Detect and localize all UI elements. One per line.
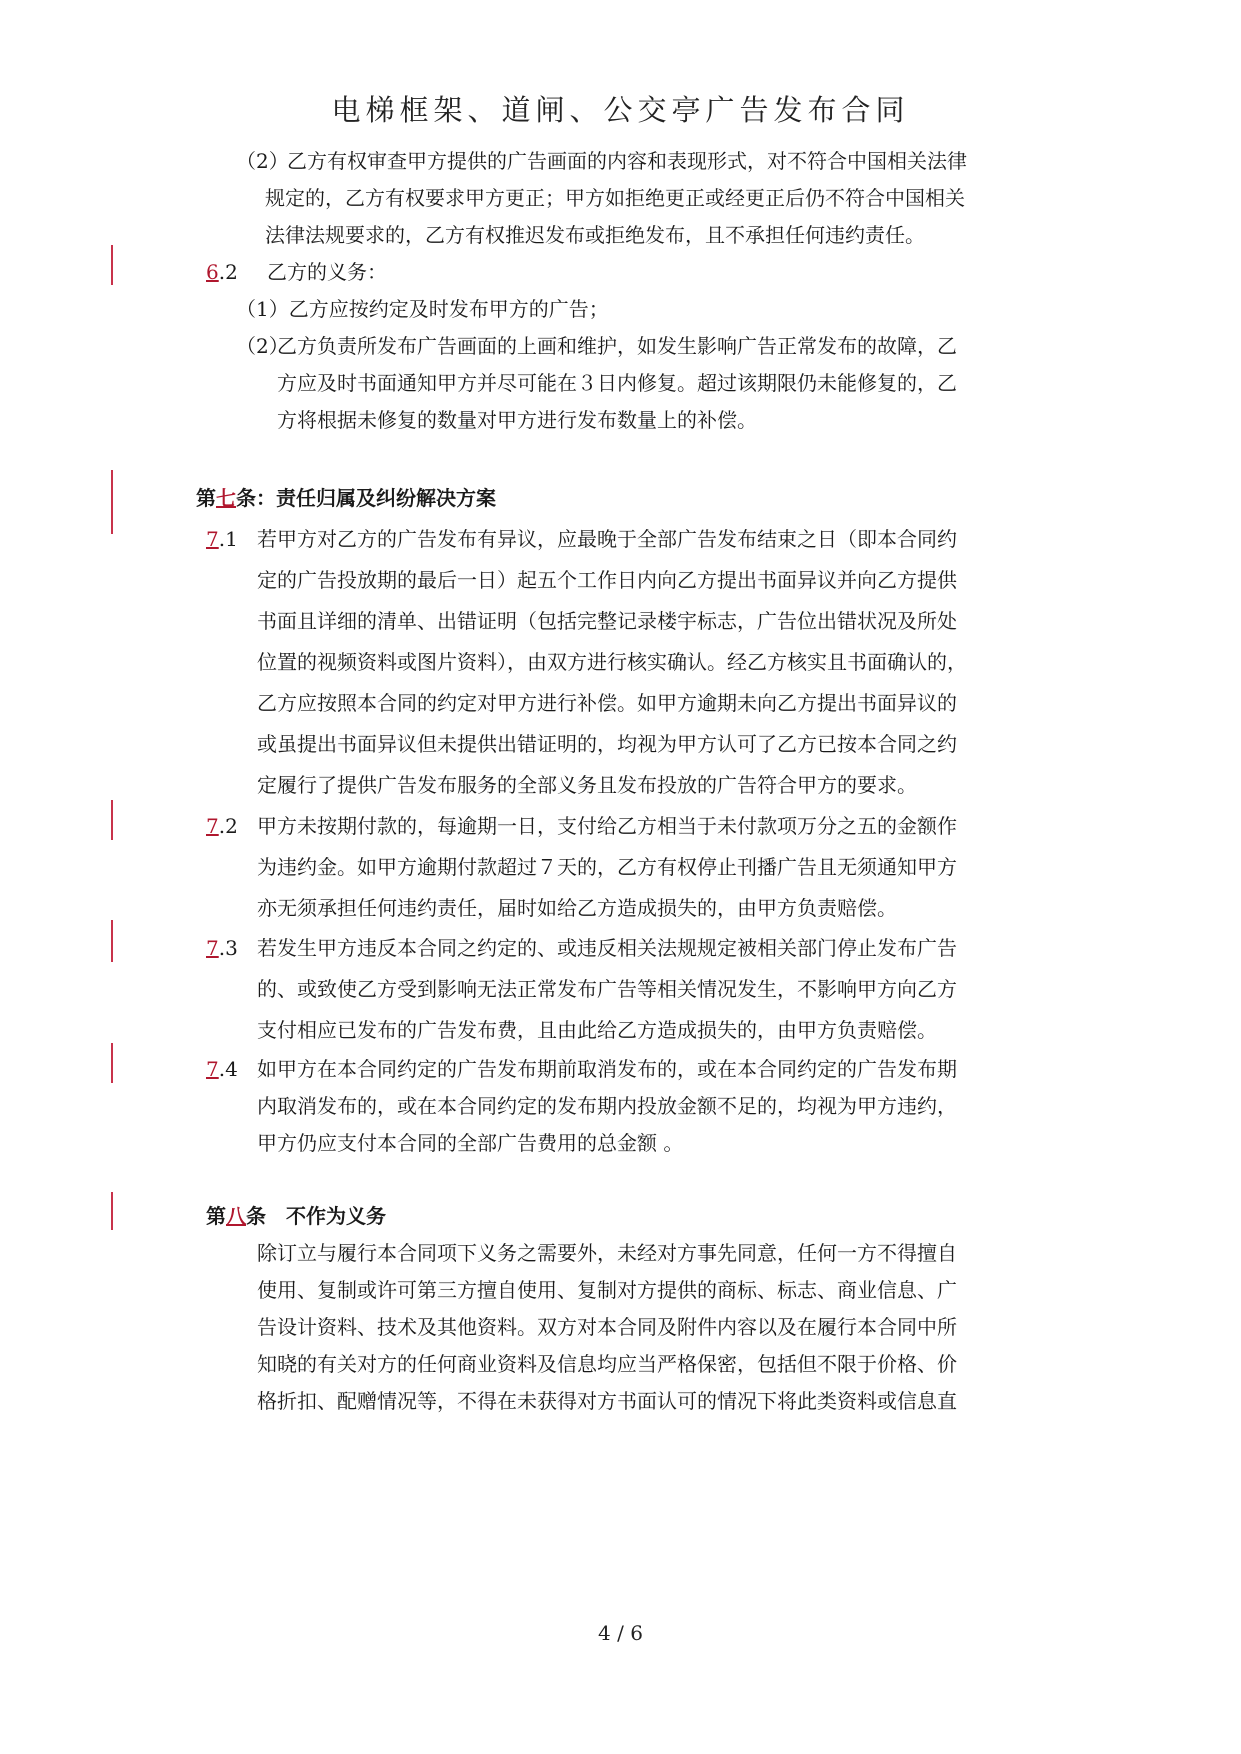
section-7-1-line-3: 书面且详细的清单、出错证明（包括完整记录楼宇标志，广告位出错状况及所处: [257, 609, 957, 633]
revision-bar: [111, 920, 113, 962]
section-number-6-2: [206, 259, 238, 285]
section-7-4-line-3: 甲方仍应支付本合同的全部广告费用的总金额 。: [257, 1131, 684, 1155]
clause8-line-1: 除订立与履行本合同项下义务之需要外，未经对方事先同意，任何一方不得擅自: [257, 1241, 957, 1265]
clause8-heading-red: 八: [226, 1204, 246, 1228]
section-6-2-item-2-line-2: 方应及时书面通知甲方并尽可能在３日内修复。超过该期限仍未能修复的，乙: [277, 371, 957, 395]
section-number-7-3: 7.3: [206, 936, 238, 960]
section-7-2-line-1: 甲方未按期付款的，每逾期一日，支付给乙方相当于未付款项万分之五的金额作: [257, 814, 957, 838]
section-number-rest: .2: [218, 260, 238, 284]
section-7-4-line-2: 内取消发布的，或在本合同约定的发布期内投放金额不足的，均视为甲方违约，: [257, 1094, 957, 1118]
section-7-4-line-1: 如甲方在本合同约定的广告发布期前取消发布的，或在本合同约定的广告发布期: [257, 1057, 957, 1081]
clause8-line-4: 知晓的有关对方的任何商业资料及信息均应当严格保密，包括但不限于价格、价: [257, 1352, 957, 1376]
document-title: 电梯框架、道闸、公交亭广告发布合同: [331, 93, 910, 127]
clause6-item2-line-1: 乙方有权审查甲方提供的广告画面的内容和表现形式，对不符合中国相关法律: [287, 149, 967, 173]
clause7-heading: 第七条：责任归属及纠纷解决方案: [196, 486, 496, 510]
section-7-1-line-6: 或虽提出书面异议但未提供出错证明的，均视为甲方认可了乙方已按本合同之约: [257, 732, 957, 756]
section-6-2-item-2-line-1: 乙方负责所发布广告画面的上画和维护，如发生影响广告正常发布的故障，乙: [277, 334, 957, 358]
revision-bar: [111, 245, 113, 285]
section-7-3-line-3: 支付相应已发布的广告发布费，且由此给乙方造成损失的，由甲方负责赔偿。: [257, 1018, 937, 1042]
section-7-1-line-7: 定履行了提供广告发布服务的全部义务且发布投放的广告符合甲方的要求。: [257, 773, 917, 797]
section-number-red: 6: [206, 260, 219, 284]
section-7-1-line-2: 定的广告投放期的最后一日）起五个工作日内向乙方提出书面异议并向乙方提供: [257, 568, 957, 592]
revision-bar: [111, 1192, 113, 1230]
section-7-1-line-1: 若甲方对乙方的广告发布有异议，应最晚于全部广告发布结束之日（即本合同约: [257, 527, 957, 551]
section-7-1-line-4: 位置的视频资料或图片资料），由双方进行核实确认。经乙方核实且书面确认的，: [257, 650, 967, 674]
section-7-2-line-3: 亦无须承担任何违约责任，届时如给乙方造成损失的，由甲方负责赔偿。: [257, 896, 897, 920]
clause8-line-3: 告设计资料、技术及其他资料。双方对本合同及附件内容以及在履行本合同中所: [257, 1315, 957, 1339]
clause8-line-5: 格折扣、配赠情况等，不得在未获得对方书面认可的情况下将此类资料或信息直: [257, 1389, 957, 1413]
revision-bar: [111, 470, 113, 534]
page-number: 4 / 6: [598, 1621, 643, 1645]
section-7-3-line-2: 的、或致使乙方受到影响无法正常发布广告等相关情况发生，不影响甲方向乙方: [257, 977, 957, 1001]
clause8-heading: 第八条 不作为义务: [206, 1204, 386, 1228]
clause6-item2-line-3: 法律法规要求的，乙方有权推迟发布或拒绝发布，且不承担任何违约责任。: [265, 223, 925, 247]
clause6-item2-prefix: （2）: [236, 149, 289, 173]
section-7-3-line-1: 若发生甲方违反本合同之约定的、或违反相关法规规定被相关部门停止发布广告: [257, 936, 957, 960]
revision-bar: [111, 1043, 113, 1083]
section-7-1-line-5: 乙方应按照本合同的约定对甲方进行补偿。如甲方逾期未向乙方提出书面异议的: [257, 691, 957, 715]
clause6-item2-line-2: 规定的，乙方有权要求甲方更正；甲方如拒绝更正或经更正后仍不符合中国相关: [265, 186, 965, 210]
revision-bar: [111, 800, 113, 840]
section-number-7-1: 7.1: [206, 527, 238, 551]
section-7-2-line-2: 为违约金。如甲方逾期付款超过７天的，乙方有权停止刊播广告且无须通知甲方: [257, 855, 957, 879]
clause7-heading-red: 七: [216, 486, 236, 510]
section-6-2-title: 乙方的义务：: [267, 260, 387, 284]
clause8-line-2: 使用、复制或许可第三方擅自使用、复制对方提供的商标、标志、商业信息、广: [257, 1278, 957, 1302]
section-number-7-2: 7.2: [206, 814, 238, 838]
section-number-7-4: 7.4: [206, 1057, 238, 1081]
section-6-2-item-2-prefix: （2）: [236, 334, 289, 358]
section-6-2-item-2-line-3: 方将根据未修复的数量对甲方进行发布数量上的补偿。: [277, 408, 757, 432]
section-6-2-item-1: （1）乙方应按约定及时发布甲方的广告；: [236, 297, 609, 321]
